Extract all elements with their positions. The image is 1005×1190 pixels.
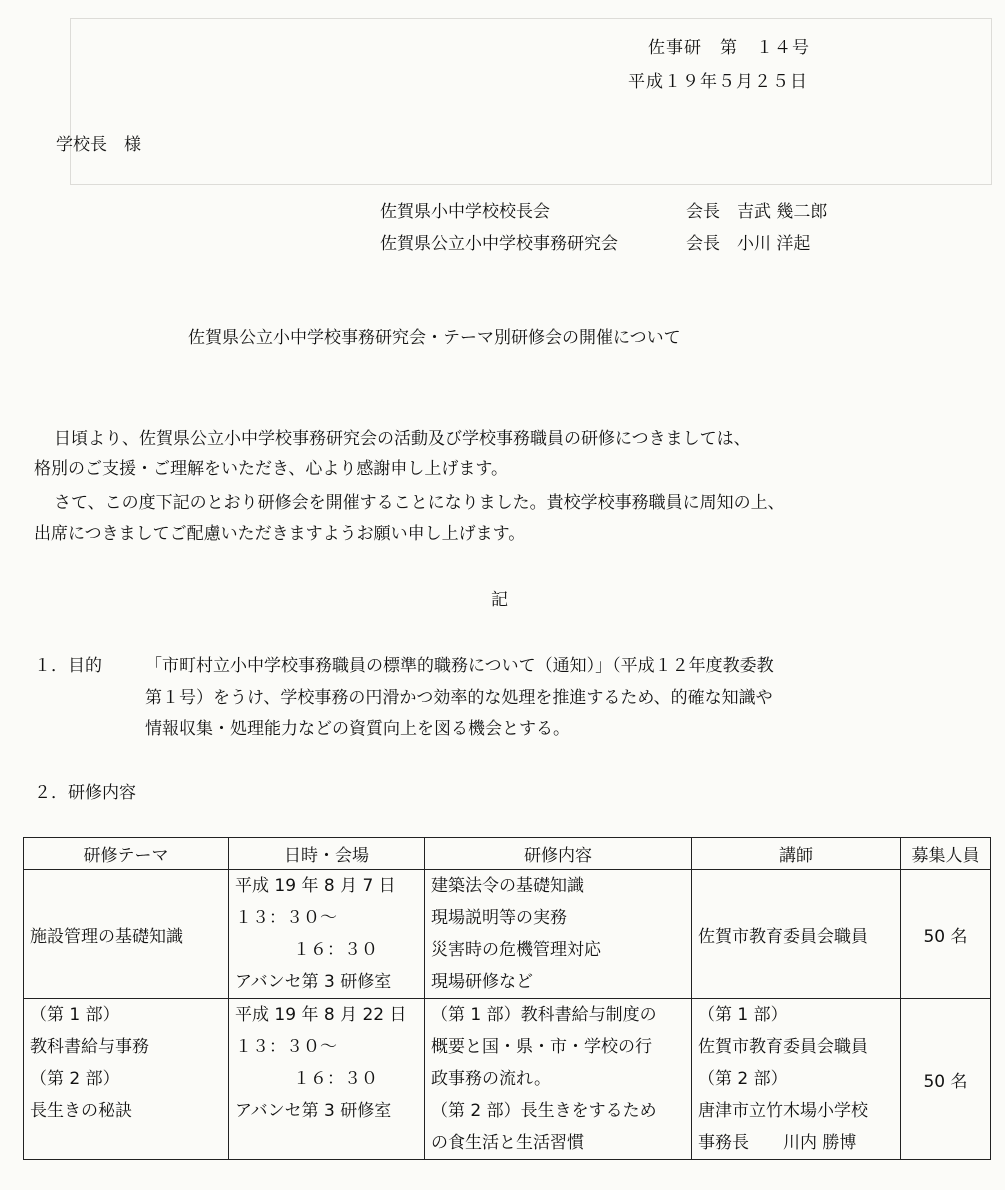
lecturer-line: （第 2 部） [698, 1069, 788, 1089]
sender-2 [380, 229, 810, 254]
content-label: ２．研修内容 [34, 783, 136, 803]
datetime-line: １３：３０～ [235, 908, 337, 928]
subject-title: 佐賀県公立小中学校事務研究会・テーマ別研修会の開催について [188, 328, 681, 348]
content-line: 建築法令の基礎知識 [431, 876, 584, 896]
column-header: 研修内容 [425, 838, 692, 870]
content-line: 概要と国・県・市・学校の行 [431, 1037, 652, 1057]
sender-title-name: 会長 吉武 幾二郎 [686, 202, 828, 222]
datetime-line: 平成 19 年 8 月 7 日 [235, 876, 396, 896]
body-line: 格別のご支援・ご理解をいただき、心より感謝申し上げます。 [34, 459, 508, 479]
training-table [23, 837, 991, 1160]
document-date: 平成１９年５月２５日 [628, 72, 808, 92]
theme-line: 施設管理の基礎知識 [30, 926, 183, 947]
content-line: の食生活と生活習慣 [431, 1133, 584, 1153]
content-cell [425, 870, 692, 999]
theme-line: （第 1 部） [30, 1005, 120, 1025]
lecturer-line: 佐賀市教育委員会職員 [698, 1037, 868, 1057]
column-header: 日時・会場 [229, 838, 425, 870]
lecturer-cell [692, 870, 901, 999]
sender-1 [380, 197, 827, 222]
theme-line: 教科書給与事務 [30, 1037, 149, 1057]
purpose-line: 情報収集・処理能力などの資質向上を図る機会とする。 [145, 719, 570, 739]
column-header: 講師 [692, 838, 901, 870]
bleed-through-box [70, 18, 992, 185]
lecturer-line: 佐賀市教育委員会職員 [698, 926, 868, 947]
datetime-line: １３：３０～ [235, 1037, 337, 1057]
datetime-line: アバンセ第 3 研修室 [235, 972, 392, 992]
lecturer-line: 唐津市立竹木場小学校 [698, 1101, 868, 1121]
lecturer-line: 事務長 川内 勝博 [698, 1133, 857, 1153]
content-line: 災害時の危機管理対応 [431, 940, 601, 960]
datetime-line: 平成 19 年 8 月 22 日 [235, 1005, 407, 1025]
table-row [24, 870, 991, 999]
datetime-cell [229, 870, 425, 999]
column-header: 募集人員 [901, 838, 991, 870]
datetime-line: １６：３０ [293, 940, 378, 960]
lecturer-line: （第 1 部） [698, 1005, 788, 1025]
purpose-line: 「市町村立小中学校事務職員の標準的職務について（通知）」（平成１２年度教委教 [145, 656, 774, 676]
table-row [24, 999, 991, 1160]
datetime-line: アバンセ第 3 研修室 [235, 1101, 392, 1121]
body-line: さて、この度下記のとおり研修会を開催することになりました。貴校学校事務職員に周知の上、 [54, 493, 785, 513]
theme-cell [24, 870, 229, 999]
purpose-line: 第１号）をうけ、学校事務の円滑かつ効率的な処理を推進するため、的確な知識や [145, 688, 773, 708]
datetime-line: １６：３０ [293, 1069, 378, 1089]
sender-org: 佐賀県公立小中学校事務研究会 [380, 234, 618, 254]
ki-heading: 記 [491, 590, 508, 610]
lecturer-cell [692, 999, 901, 1160]
theme-line: （第 2 部） [30, 1069, 120, 1089]
body-line: 日頃より、佐賀県公立小中学校事務研究会の活動及び学校事務職員の研修につきましては、 [54, 429, 751, 449]
content-line: （第 2 部）長生きをするため [431, 1101, 657, 1121]
theme-line: 長生きの秘訣 [30, 1101, 132, 1121]
capacity-cell: 50 名 [901, 870, 991, 999]
sender-org: 佐賀県小中学校校長会 [380, 202, 550, 222]
theme-cell [24, 999, 229, 1160]
capacity-cell: 50 名 [901, 999, 991, 1160]
body-line: 出席につきましてご配慮いただきますようお願い申し上げます。 [34, 524, 526, 544]
purpose-label: １．目的 [34, 656, 102, 676]
column-header: 研修テーマ [24, 838, 229, 870]
datetime-cell [229, 999, 425, 1160]
document-number: 佐事研 第 １４号 [648, 38, 810, 58]
sender-title-name: 会長 小川 洋起 [686, 234, 811, 254]
addressee: 学校長 様 [56, 135, 141, 155]
table-header-row [24, 838, 991, 870]
content-cell [425, 999, 692, 1160]
content-line: （第 1 部）教科書給与制度の [431, 1005, 657, 1025]
content-line: 現場研修など [431, 972, 533, 992]
content-line: 政事務の流れ。 [431, 1069, 552, 1089]
content-line: 現場説明等の実務 [431, 908, 567, 928]
